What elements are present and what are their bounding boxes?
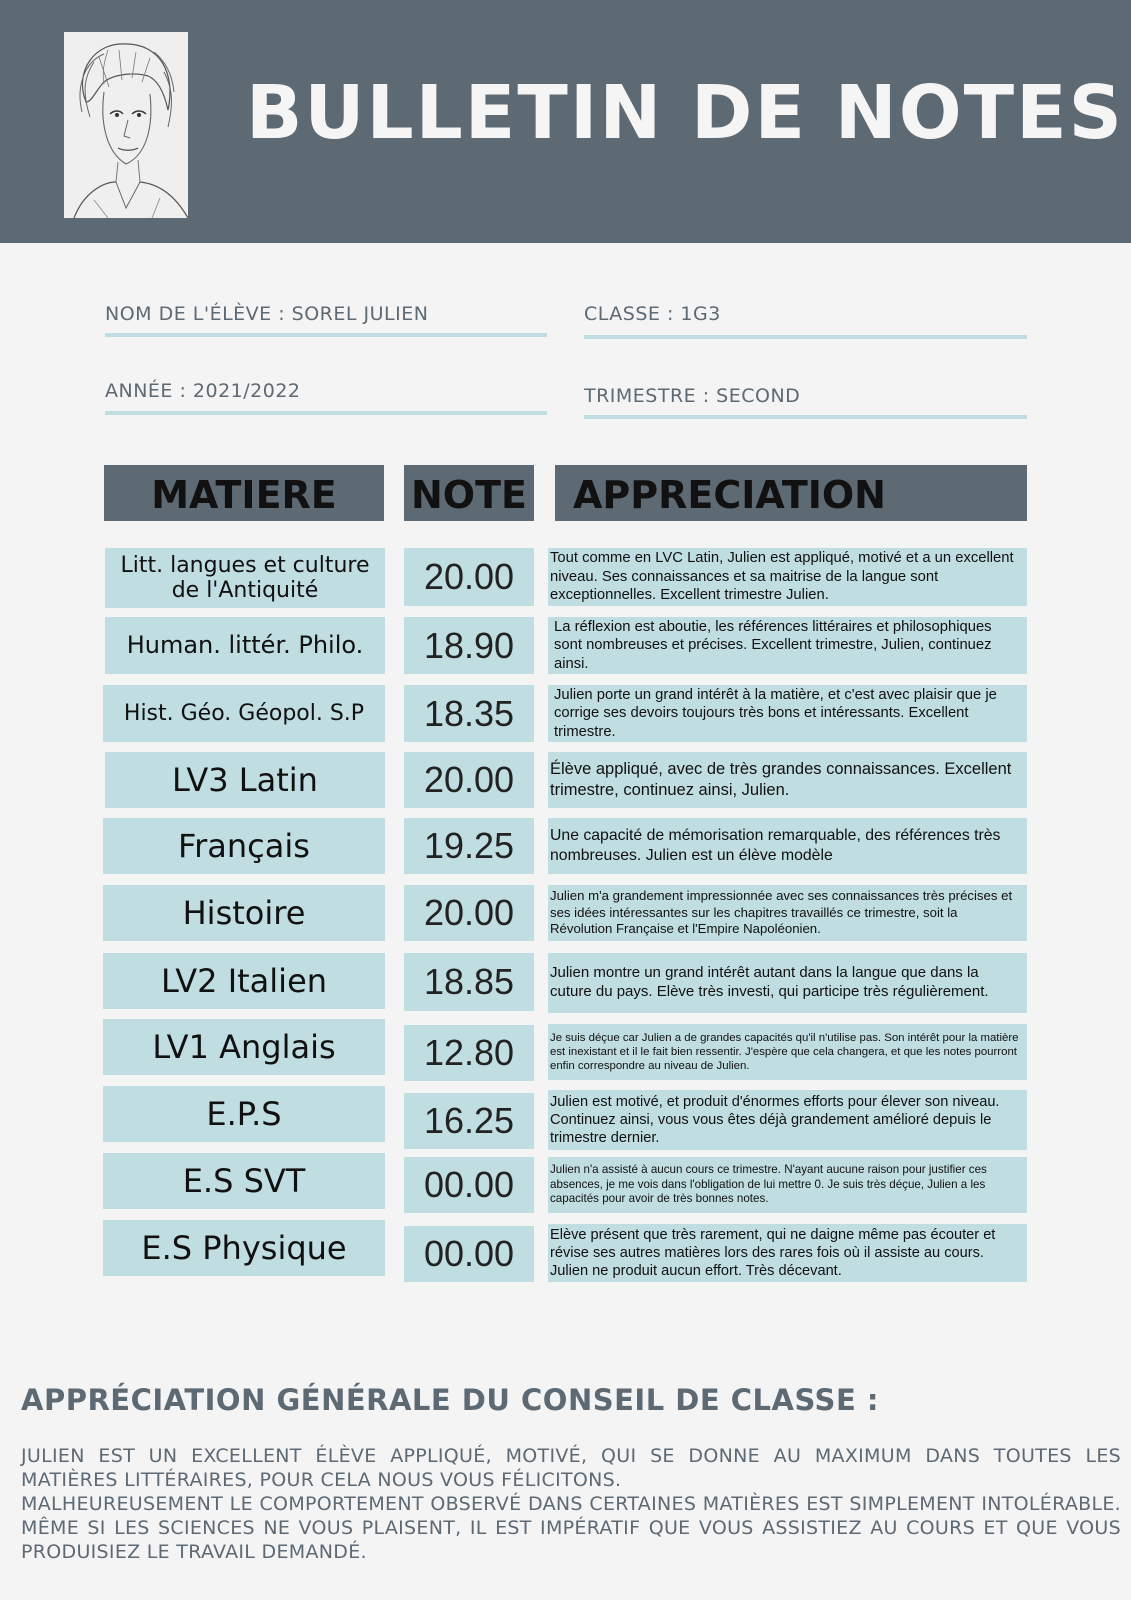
- term: TRIMESTRE : SECOND: [584, 385, 801, 407]
- appreciation-cell: Elève présent que très rarement, qui ne daigne même pas écouter et révise ses autres matières lors des rares fois où il assiste au cours. Julien ne produit aucun effort. Très décevant.: [548, 1224, 1027, 1282]
- appreciation-cell: Julien est motivé, et produit d'énormes efforts pour élever son niveau. Continuez ainsi, vous vous êtes déjà grandement amélioré depuis le trimestre dernier.: [548, 1090, 1027, 1150]
- subject-cell: LV2 Italien: [103, 953, 385, 1009]
- subject-cell: Histoire: [103, 885, 385, 941]
- subject-cell: E.S SVT: [103, 1153, 385, 1209]
- appreciation-cell: Élève appliqué, avec de très grandes connaissances. Excellent trimestre, continuez ainsi, Julien.: [548, 752, 1027, 808]
- general-appreciation-paragraph: MALHEUREUSEMENT LE COMPORTEMENT OBSERVÉ DANS CERTAINES MATIÈRES EST SIMPLEMENT INTOLÉRABLE. MÊME SI LES SCIENCES NE VOUS PLAISENT, IL EST IMPÉRATIF QUE VOUS ASSISTIEZ AU COURS ET QUE VOUS PRODUISIEZ LE TRAVAIL DEMANDÉ.: [21, 1493, 1121, 1563]
- subject-cell: Hist. Géo. Géopol. S.P: [103, 685, 385, 742]
- appreciation-cell: Julien n'a assisté à aucun cours ce trimestre. N'ayant aucune raison pour justifier ces absences, je me vois dans l'obligation de lui mettre 0. Je suis très déçue, Julien a les capacités pour avoir de très bonnes notes.: [548, 1157, 1027, 1213]
- appreciation-cell: Une capacité de mémorisation remarquable, des références très nombreuses. Julien est un élève modèle: [548, 818, 1027, 874]
- appreciation-cell: La réflexion est aboutie, les références littéraires et philosophiques sont nombreuses et précises. Excellent trimestre, Julien, continuez ainsi.: [548, 617, 1027, 674]
- general-appreciation-text: [21, 1444, 1121, 1564]
- subject-cell: E.P.S: [103, 1086, 385, 1142]
- grade-cell: 18.35: [404, 685, 534, 742]
- year-underline: [105, 411, 547, 415]
- grade-cell: 18.90: [404, 617, 534, 674]
- general-appreciation-title: APPRÉCIATION GÉNÉRALE DU CONSEIL DE CLASSE :: [21, 1383, 879, 1417]
- header-appreciation: APPRECIATION: [555, 465, 1027, 521]
- subject-cell: LV3 Latin: [105, 752, 385, 808]
- header-matiere: MATIERE: [104, 465, 384, 521]
- header-note: NOTE: [404, 465, 534, 521]
- term-underline: [584, 415, 1027, 419]
- header-banner: [0, 0, 1131, 243]
- general-appreciation-paragraph: JULIEN EST UN EXCELLENT ÉLÈVE APPLIQUÉ, MOTIVÉ, QUI SE DONNE AU MAXIMUM DANS TOUTES LES MATIÈRES LITTÉRAIRES, POUR CELA NOUS VOUS FÉLICITONS.: [21, 1445, 1121, 1491]
- subject-cell: Français: [103, 818, 385, 874]
- subject-cell: Litt. langues et culture de l'Antiquité: [105, 548, 385, 608]
- appreciation-cell: Julien m'a grandement impressionnée avec ses connaissances très précises et ses idées intéressantes sur les chapitres travaillés ce trimestre, soit la Révolution Française et l'Empire Napoléonien.: [548, 885, 1027, 941]
- student-name: NOM DE L'ÉLÈVE : SOREL JULIEN: [105, 303, 429, 325]
- appreciation-cell: Tout comme en LVC Latin, Julien est appliqué, motivé et a un excellent niveau. Ses connaissances et sa maitrise de la langue sont exceptionnelles. Excellent trimestre Julien.: [548, 548, 1027, 606]
- grade-cell: 00.00: [404, 1226, 534, 1282]
- student-class: CLASSE : 1G3: [584, 303, 721, 325]
- grade-cell: 19.25: [404, 818, 534, 874]
- class-underline: [584, 335, 1027, 339]
- grade-cell: 12.80: [404, 1025, 534, 1081]
- subject-cell: Human. littér. Philo.: [105, 617, 385, 674]
- subject-cell: E.S Physique: [103, 1220, 385, 1276]
- grade-cell: 18.85: [404, 953, 534, 1011]
- grade-cell: 20.00: [404, 548, 534, 606]
- appreciation-cell: Je suis déçue car Julien a de grandes capacités qu'il n'utilise pas. Son intérêt pour la matière est inexistant et il le fait bien ressentir. J'espère que cela changera, et que les notes pourront enfin correspondre au niveau de Julien.: [548, 1024, 1027, 1080]
- grade-cell: 16.25: [404, 1093, 534, 1149]
- name-underline: [105, 333, 547, 337]
- page-title: BULLETIN DE NOTES: [246, 70, 1124, 156]
- school-year: ANNÉE : 2021/2022: [105, 380, 301, 402]
- grade-cell: 20.00: [404, 752, 534, 808]
- subject-cell: LV1 Anglais: [103, 1019, 385, 1075]
- appreciation-cell: Julien montre un grand intérêt autant dans la langue que dans la cuture du pays. Elève très investi, qui participe très régulièrement.: [548, 953, 1027, 1013]
- grade-cell: 20.00: [404, 885, 534, 941]
- appreciation-cell: Julien porte un grand intérêt à la matière, et c'est avec plaisir que je corrige ses devoirs toujours très bons et intéressants. Excellent trimestre.: [548, 685, 1027, 742]
- grade-cell: 00.00: [404, 1157, 534, 1213]
- student-portrait-icon: [64, 32, 188, 218]
